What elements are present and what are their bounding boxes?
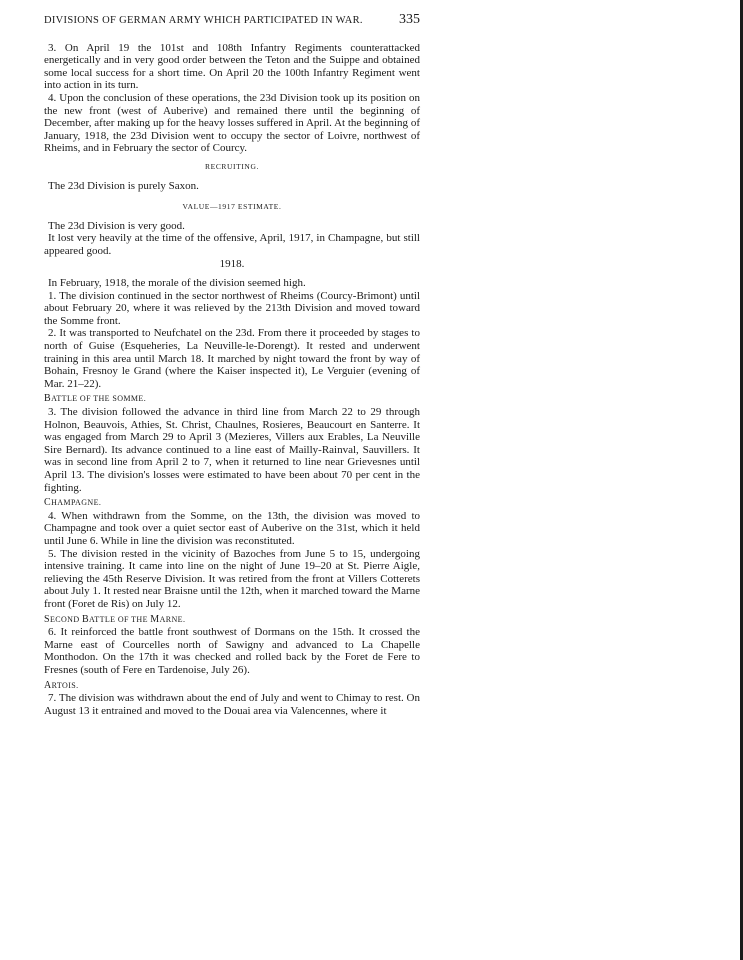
- heading-artois: [44, 680, 420, 693]
- heading-battle-of-the-somme: [44, 393, 420, 406]
- document-page: [44, 14, 420, 717]
- marne-heading-cap-1: S: [44, 613, 50, 625]
- value-text-2: It lost very heavily at the time of the offensive, April, 1917, in Champagne, but still appeared good.: [44, 232, 420, 257]
- intro-1918: In February, 1918, the morale of the division seemed high.: [48, 277, 306, 290]
- heading-second-battle-of-the-marne: [44, 614, 420, 627]
- year-1918-heading: 1918.: [219, 257, 245, 270]
- running-header: [44, 14, 420, 28]
- paragraph-4: 4. Upon the conclusion of these operations, the 23d Division took up its position on the new front (west of Auberive) and remained there until the beginning of December, after making up for the heavy losses suffered in April. At the beginning of January, 1918, the 23d Division went to occupy the sector of Loivre, northwest of Rheims, and in February the sector of Courcy.: [44, 91, 420, 155]
- marne-heading-cap-3: M: [150, 613, 160, 625]
- marne-heading-rest-3: ARNE.: [159, 614, 186, 624]
- paragraph-1918-6: 6. It reinforced the battle front southwest of Dormans on the 15th. It crossed the Marne east of Courcelles north of Sawigny and advanced to La Chapelle Monthodon. On the 17th it was checked and rolled back by the Foret de Fere to Fresnes (south of Fere en Tardenoise, July 26).: [44, 626, 420, 676]
- paragraph-1918-5: 5. The division rested in the vicinity of Bazoches from June 5 to 15, undergoing intensive training. It came into line on the night of June 19–20 at St. Pierre Aigle, relieving the 45th Reserve Division. It was retired from the front at Villers Cotterets about July 1. It rested near Braisne until the 12th, when it marched toward the Marne front (Foret de Ris) on July 12.: [44, 547, 420, 610]
- champagne-heading-cap: C: [44, 497, 52, 509]
- somme-heading-rest: ATTLE OF THE SOMME.: [51, 394, 147, 404]
- champagne-heading-rest: HAMPAGNE.: [51, 498, 102, 508]
- marne-heading-cap-2: B: [81, 613, 90, 625]
- paragraph-1918-1: 1. The division continued in the sector northwest of Rheims (Courcy-Brimont) until about February 20, where it was relieved by the 213th Division and moved toward the Somme front.: [44, 289, 420, 327]
- value-heading: VALUE—1917 ESTIMATE.: [182, 202, 282, 212]
- marne-heading-rest-2: ATTLE OF THE: [89, 614, 151, 624]
- running-title: DIVISIONS OF GERMAN ARMY WHICH PARTICIPATED IN WAR.: [44, 15, 363, 26]
- paragraph-1918-4: 4. When withdrawn from the Somme, on the 13th, the division was moved to Champagne and took over a quiet sector east of Auberive on the 31st, which it held until June 6. While in line the division was reconstituted.: [44, 509, 420, 547]
- recruiting-text: The 23d Division is purely Saxon.: [48, 179, 199, 192]
- somme-heading-cap: B: [44, 393, 52, 405]
- paragraph-1918-3: 3. The division followed the advance in third line from March 22 to 29 through Holnon, Beauvois, Athies, St. Christ, Chaulnes, Rosieres, Beaucourt en Santerre. It was engaged from March 29 to April 3 (Mezieres, Villers aux Erables, La Neuville Sire Bernard). Its advance continued to a line east of Mailly-Rainval, Sauvillers. It was in second line from April 2 to 7, when it returned to line near Grievesnes until April 13. The division's losses were estimated to have been about 70 per cent in the fighting.: [44, 406, 420, 494]
- recruiting-heading: RECRUITING.: [205, 161, 259, 171]
- artois-heading-cap: A: [44, 679, 52, 691]
- value-text-1: The 23d Division is very good.: [48, 219, 185, 232]
- heading-champagne: [44, 497, 420, 510]
- paragraph-1918-7: 7. The division was withdrawn about the end of July and went to Chimay to rest. On August 13 it entrained and moved to the Douai area via Valencennes, where it: [44, 692, 420, 717]
- paragraph-3: 3. On April 19 the 101st and 108th Infantry Regiments counterattacked energetically and in very good order between the Teton and the Suippe and obtained some local success for a short time. On April 20 the 100th Infantry Regiment went into action in its turn.: [44, 41, 420, 92]
- page-number: 335: [399, 12, 420, 27]
- marne-heading-rest-1: ECOND: [49, 614, 82, 624]
- paragraph-1918-2: 2. It was transported to Neufchatel on the 23d. From there it proceeded by stages to north of Guise (Esqueheries, La Neuville-le-Dorengt). It rested and underwent training in this area until March 18. It marched by night toward the front by way of Bohain, Fresnoy le Grand (where the Kaiser inspected it), Le Verguier (evening of Mar. 21–22).: [44, 327, 420, 390]
- artois-heading-rest: RTOIS.: [51, 680, 79, 690]
